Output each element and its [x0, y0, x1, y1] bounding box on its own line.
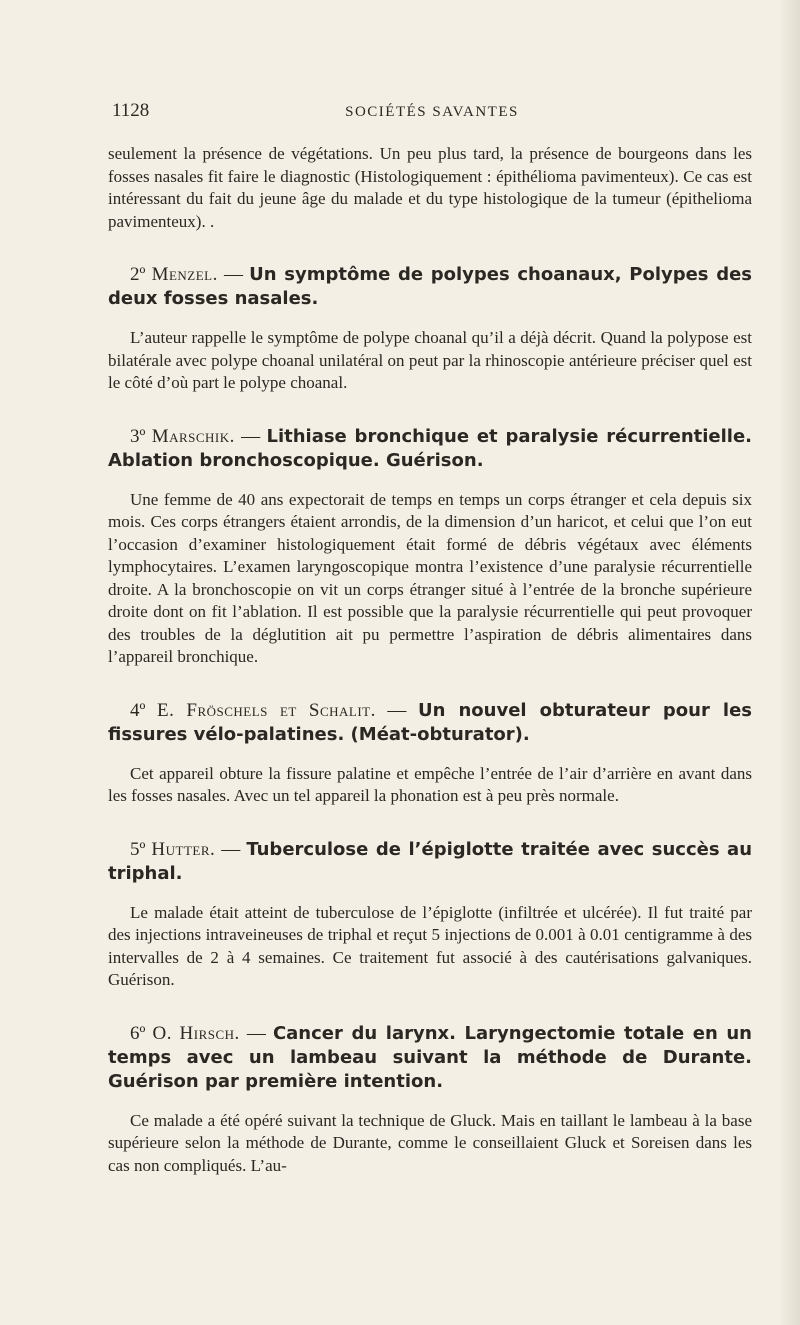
- section-title: Lithiase bronchique et paralysie récurrentielle. Ablation bronchoscopique. Guérison.: [108, 425, 753, 471]
- section-2: [108, 263, 752, 395]
- section-body: Ce malade a été opéré suivant la technique de Gluck. Mais en taillant le lambeau à la base supérieure selon la méthode de Durante, comme le conseillaient Gluck et Soreisen dans les cas non compliqués. L’au-: [108, 1110, 752, 1175]
- section-separator: —: [215, 838, 247, 860]
- section-number: 3º: [130, 425, 146, 447]
- section-number: 2º: [130, 264, 146, 285]
- section-heading: [108, 1022, 752, 1094]
- section-separator: —: [239, 1022, 273, 1044]
- section-number: 4º: [130, 699, 146, 721]
- intro-paragraph: seulement la présence de végétations. Un peu plus tard, la présence de bourgeons dans les fosses nasales fit faire le diagnostic (Histologiquement : épithélioma pavimenteux). Ce cas est intéressant du fait du jeune âge du malade et du type histologique de la tumeur (épithelioma pavimenteux). .: [108, 144, 752, 231]
- section-heading: [108, 838, 752, 886]
- section-5: [108, 838, 752, 992]
- section-title: Tuberculose de l’épiglotte traitée avec succès au triphal.: [108, 838, 753, 884]
- page-header: [112, 100, 752, 130]
- section-number: 6º: [130, 1022, 146, 1044]
- section-author: E. Fröschels et Schalit.: [156, 699, 376, 721]
- page-number: 1128: [112, 100, 150, 121]
- section-separator: —: [375, 699, 418, 721]
- running-head: SOCIÉTÉS SAVANTES: [345, 104, 519, 120]
- section-title: Un nouvel obturateur pour les fissures vélo-palatines. (Méat-obturator).: [108, 699, 753, 745]
- section-6: [108, 1022, 752, 1178]
- section-heading: [108, 699, 752, 747]
- section-separator: —: [234, 425, 267, 447]
- section-title: Un symptôme de polypes choanaux, Polypes des deux fosses nasales.: [108, 264, 753, 309]
- section-heading: [108, 263, 752, 311]
- section-separator: —: [217, 264, 250, 285]
- section-author: Menzel.: [151, 264, 218, 285]
- section-author: Marschik.: [151, 425, 235, 447]
- section-author: Hutter.: [151, 838, 216, 860]
- page-edge-shadow: [778, 0, 800, 1325]
- section-body: L’auteur rappelle le symptôme de polype choanal qu’il a déjà décrit. Quand la polypose est bilatérale avec polype choanal unilatéral on peut par la rhinoscopie antérieure préciser quel est le côté d’où part le polype choanal.: [108, 328, 752, 392]
- section-number: 5º: [130, 838, 146, 860]
- section-body: Une femme de 40 ans expectorait de temps en temps un corps étranger et cela depuis six mois. Ces corps étrangers étaient arrondis, de la dimension d’un haricot, et celui que l’on eut l’occasion d’examiner histologiquement était formé de débris végétaux avec éléments lymphocytaires. L’examen laryngoscopique montra l’existence d’une paralysie récurrentielle droite. A la bronchoscopie on vit un corps étranger situé à l’entrée de la bronche supérieure droite dont on fit l’ablation. Il est possible que la paralysie récurrentielle qui peut provoquer des troubles de la déglutition ait pu permettre l’aspiration de débris alimentaires dans l’appareil bronchique.: [108, 489, 752, 666]
- section-4: [108, 699, 752, 808]
- section-body: Le malade était atteint de tuberculose de l’épiglotte (infiltrée et ulcérée). Il fut traité par des injections intraveineuses de triphal et reçut 5 injections de 0.001 à 0.01 centigramme à des intervalles de 2 à 4 semaines. Ce traitement fut associé à des cautérisations galvaniques. Guérison.: [108, 902, 752, 989]
- section-title: Cancer du larynx. Laryngectomie totale en un temps avec un lambeau suivant la méthode de Durante. Guérison par première intention.: [108, 1022, 752, 1092]
- page-content: [108, 143, 752, 1177]
- section-body: Cet appareil obture la fissure palatine et empêche l’entrée de l’air d’arrière en avant dans les fosses nasales. Avec un tel appareil la phonation est à peu près normale.: [108, 763, 752, 805]
- section-3: [108, 425, 752, 669]
- section-author: O. Hirsch.: [152, 1022, 240, 1044]
- section-heading: [108, 425, 752, 473]
